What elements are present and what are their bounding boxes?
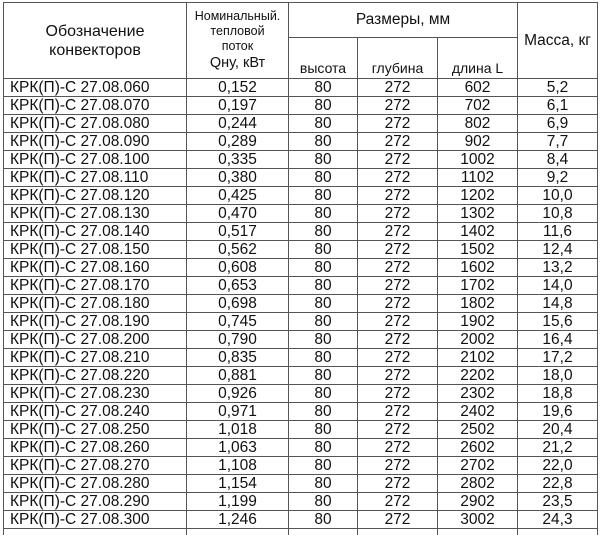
header-designation: Обозначение конвекторов — [4, 3, 187, 79]
cell-length: 2802 — [438, 475, 518, 493]
cell-length: 1402 — [438, 223, 518, 241]
header-length: длина L — [438, 38, 518, 79]
cell-heat-flow: 1,108 — [187, 457, 289, 475]
cell-mass: 19,6 — [518, 403, 598, 421]
cell-mass: 9,2 — [518, 169, 598, 187]
cell-height: 80 — [289, 133, 358, 151]
cell-depth: 272 — [358, 421, 438, 439]
cell-depth: 272 — [358, 79, 438, 97]
cell-heat-flow: 0,790 — [187, 331, 289, 349]
table-row — [4, 133, 598, 151]
cell-length: 1802 — [438, 295, 518, 313]
cell-model: КРК(П)-С 27.08.090 — [4, 133, 187, 151]
table-row — [4, 223, 598, 241]
cell-depth: 272 — [358, 277, 438, 295]
cell-mass: 6,9 — [518, 115, 598, 133]
cell-mass: 17,2 — [518, 349, 598, 367]
cell-mass: 24,3 — [518, 511, 598, 529]
cell-length: 602 — [438, 79, 518, 97]
cell-mass: 13,2 — [518, 259, 598, 277]
cell-heat-flow: 0,197 — [187, 97, 289, 115]
cell-model: КРК(П)-С 27.08.300 — [4, 511, 187, 529]
cell-heat-flow: 0,562 — [187, 241, 289, 259]
cell-model: КРК(П)-С 27.08.080 — [4, 115, 187, 133]
cell-length: 1502 — [438, 241, 518, 259]
cell-height: 80 — [289, 187, 358, 205]
cell-model: КРК(П)-С 27.08.170 — [4, 277, 187, 295]
table-row — [4, 97, 598, 115]
cell-height: 80 — [289, 385, 358, 403]
cell-height: 80 — [289, 475, 358, 493]
cell-depth: 272 — [358, 97, 438, 115]
cell-model: КРК(П)-С 27.08.230 — [4, 385, 187, 403]
cell-model: КРК(П)-С 27.08.240 — [4, 403, 187, 421]
cell-heat-flow: 0,835 — [187, 349, 289, 367]
cell-length: 1102 — [438, 169, 518, 187]
cell-model: КРК(П)-С 27.08.160 — [4, 259, 187, 277]
cell-length: 1302 — [438, 205, 518, 223]
cell-empty — [358, 529, 438, 536]
cell-height: 80 — [289, 115, 358, 133]
cell-heat-flow: 1,199 — [187, 493, 289, 511]
convector-spec-table — [3, 2, 598, 535]
cell-height: 80 — [289, 151, 358, 169]
table-row — [4, 331, 598, 349]
cell-height: 80 — [289, 331, 358, 349]
cell-height: 80 — [289, 403, 358, 421]
cell-model: КРК(П)-С 27.08.290 — [4, 493, 187, 511]
cell-empty — [289, 529, 358, 536]
cell-mass: 10,0 — [518, 187, 598, 205]
cell-length: 2402 — [438, 403, 518, 421]
cell-heat-flow: 1,018 — [187, 421, 289, 439]
table-row — [4, 367, 598, 385]
table-row — [4, 475, 598, 493]
cell-height: 80 — [289, 223, 358, 241]
cell-depth: 272 — [358, 241, 438, 259]
cell-mass: 20,4 — [518, 421, 598, 439]
table-row — [4, 385, 598, 403]
cell-mass: 15,6 — [518, 313, 598, 331]
cell-heat-flow: 0,698 — [187, 295, 289, 313]
cell-model: КРК(П)-С 27.08.060 — [4, 79, 187, 97]
cell-heat-flow: 0,517 — [187, 223, 289, 241]
cell-length: 702 — [438, 97, 518, 115]
cell-depth: 272 — [358, 493, 438, 511]
cell-model: КРК(П)-С 27.08.250 — [4, 421, 187, 439]
cell-model: КРК(П)-С 27.08.210 — [4, 349, 187, 367]
cell-depth: 272 — [358, 169, 438, 187]
cell-length: 902 — [438, 133, 518, 151]
table-row — [4, 313, 598, 331]
table-body — [4, 79, 598, 536]
table-row — [4, 277, 598, 295]
cell-heat-flow: 0,380 — [187, 169, 289, 187]
table-row — [4, 295, 598, 313]
cell-depth: 272 — [358, 457, 438, 475]
header-heat-flow-line1: Номинальный. — [194, 9, 281, 23]
table-row — [4, 115, 598, 133]
cell-heat-flow: 0,425 — [187, 187, 289, 205]
cell-heat-flow: 0,152 — [187, 79, 289, 97]
header-mass: Масса, кг — [518, 3, 598, 79]
cell-length: 2002 — [438, 331, 518, 349]
cell-mass: 23,5 — [518, 493, 598, 511]
cell-mass: 11,6 — [518, 223, 598, 241]
cell-height: 80 — [289, 313, 358, 331]
cell-length: 802 — [438, 115, 518, 133]
table-row — [4, 169, 598, 187]
cell-height: 80 — [289, 241, 358, 259]
table-row — [4, 241, 598, 259]
cell-length: 2102 — [438, 349, 518, 367]
cell-empty — [438, 529, 518, 536]
cell-depth: 272 — [358, 223, 438, 241]
cell-height: 80 — [289, 277, 358, 295]
cell-depth: 272 — [358, 313, 438, 331]
cell-length: 1002 — [438, 151, 518, 169]
cell-mass: 14,8 — [518, 295, 598, 313]
cell-heat-flow: 0,608 — [187, 259, 289, 277]
cell-model: КРК(П)-С 27.08.120 — [4, 187, 187, 205]
table-row — [4, 457, 598, 475]
cell-height: 80 — [289, 97, 358, 115]
cell-height: 80 — [289, 457, 358, 475]
cell-depth: 272 — [358, 259, 438, 277]
cell-model: КРК(П)-С 27.08.110 — [4, 169, 187, 187]
table-row — [4, 493, 598, 511]
cell-length: 2502 — [438, 421, 518, 439]
cell-height: 80 — [289, 205, 358, 223]
cell-length: 1902 — [438, 313, 518, 331]
table-row — [4, 205, 598, 223]
header-dimensions: Размеры, мм — [289, 3, 518, 38]
table-row — [4, 421, 598, 439]
cell-heat-flow: 1,063 — [187, 439, 289, 457]
cell-model: КРК(П)-С 27.08.070 — [4, 97, 187, 115]
cell-depth: 272 — [358, 151, 438, 169]
cell-mass: 22,8 — [518, 475, 598, 493]
header-heat-flow-line2: тепловой — [210, 24, 265, 38]
table-row — [4, 403, 598, 421]
cell-depth: 272 — [358, 439, 438, 457]
cell-depth: 272 — [358, 295, 438, 313]
cell-model: КРК(П)-С 27.08.130 — [4, 205, 187, 223]
cell-heat-flow: 0,335 — [187, 151, 289, 169]
cell-model: КРК(П)-С 27.08.150 — [4, 241, 187, 259]
cell-mass: 14,0 — [518, 277, 598, 295]
table-row — [4, 439, 598, 457]
cell-depth: 272 — [358, 115, 438, 133]
cell-height: 80 — [289, 493, 358, 511]
cell-depth: 272 — [358, 331, 438, 349]
cell-height: 80 — [289, 79, 358, 97]
table-row — [4, 259, 598, 277]
cell-height: 80 — [289, 349, 358, 367]
cell-depth: 272 — [358, 133, 438, 151]
cell-height: 80 — [289, 367, 358, 385]
cell-model: КРК(П)-С 27.08.260 — [4, 439, 187, 457]
cell-mass: 7,7 — [518, 133, 598, 151]
cell-length: 3002 — [438, 511, 518, 529]
cell-height: 80 — [289, 295, 358, 313]
cell-model: КРК(П)-С 27.08.220 — [4, 367, 187, 385]
cell-height: 80 — [289, 511, 358, 529]
cell-heat-flow: 1,246 — [187, 511, 289, 529]
table-row — [4, 187, 598, 205]
cell-heat-flow: 0,289 — [187, 133, 289, 151]
cell-empty — [518, 529, 598, 536]
cell-depth: 272 — [358, 511, 438, 529]
header-depth: глубина — [358, 38, 438, 79]
cell-depth: 272 — [358, 205, 438, 223]
cell-model: КРК(П)-С 27.08.190 — [4, 313, 187, 331]
cell-mass: 6,1 — [518, 97, 598, 115]
cell-height: 80 — [289, 439, 358, 457]
cell-heat-flow: 0,244 — [187, 115, 289, 133]
cell-height: 80 — [289, 421, 358, 439]
cell-model: КРК(П)-С 27.08.140 — [4, 223, 187, 241]
cell-height: 80 — [289, 169, 358, 187]
header-heat-flow-line3: поток — [221, 39, 254, 53]
cell-mass: 10,8 — [518, 205, 598, 223]
cell-mass: 21,2 — [518, 439, 598, 457]
cell-depth: 272 — [358, 187, 438, 205]
cell-length: 1602 — [438, 259, 518, 277]
cell-heat-flow: 1,154 — [187, 475, 289, 493]
cell-heat-flow: 0,881 — [187, 367, 289, 385]
cell-length: 2702 — [438, 457, 518, 475]
table-row-partial — [4, 529, 598, 536]
cell-length: 2202 — [438, 367, 518, 385]
cell-depth: 272 — [358, 349, 438, 367]
cell-height: 80 — [289, 259, 358, 277]
cell-heat-flow: 0,745 — [187, 313, 289, 331]
cell-mass: 18,8 — [518, 385, 598, 403]
table-row — [4, 511, 598, 529]
table-row — [4, 151, 598, 169]
cell-mass: 8,4 — [518, 151, 598, 169]
cell-heat-flow: 0,926 — [187, 385, 289, 403]
cell-length: 2602 — [438, 439, 518, 457]
cell-model: КРК(П)-С 27.08.180 — [4, 295, 187, 313]
cell-length: 1202 — [438, 187, 518, 205]
table-row — [4, 349, 598, 367]
cell-model: КРК(П)-С 27.08.280 — [4, 475, 187, 493]
table-row — [4, 79, 598, 97]
cell-length: 1702 — [438, 277, 518, 295]
header-height: высота — [289, 38, 358, 79]
header-heat-flow-unit: Qну, кВт — [209, 55, 266, 71]
cell-model: КРК(П)-С 27.08.200 — [4, 331, 187, 349]
cell-empty — [4, 529, 187, 536]
cell-model: КРК(П)-С 27.08.100 — [4, 151, 187, 169]
cell-depth: 272 — [358, 475, 438, 493]
cell-mass: 16,4 — [518, 331, 598, 349]
cell-mass: 22,0 — [518, 457, 598, 475]
cell-length: 2302 — [438, 385, 518, 403]
cell-model: КРК(П)-С 27.08.270 — [4, 457, 187, 475]
cell-empty — [187, 529, 289, 536]
cell-depth: 272 — [358, 367, 438, 385]
cell-heat-flow: 0,470 — [187, 205, 289, 223]
cell-heat-flow: 0,971 — [187, 403, 289, 421]
cell-heat-flow: 0,653 — [187, 277, 289, 295]
cell-mass: 12,4 — [518, 241, 598, 259]
cell-length: 2902 — [438, 493, 518, 511]
cell-depth: 272 — [358, 385, 438, 403]
cell-depth: 272 — [358, 403, 438, 421]
header-heat-flow — [187, 3, 289, 79]
cell-mass: 5,2 — [518, 79, 598, 97]
cell-mass: 18,0 — [518, 367, 598, 385]
